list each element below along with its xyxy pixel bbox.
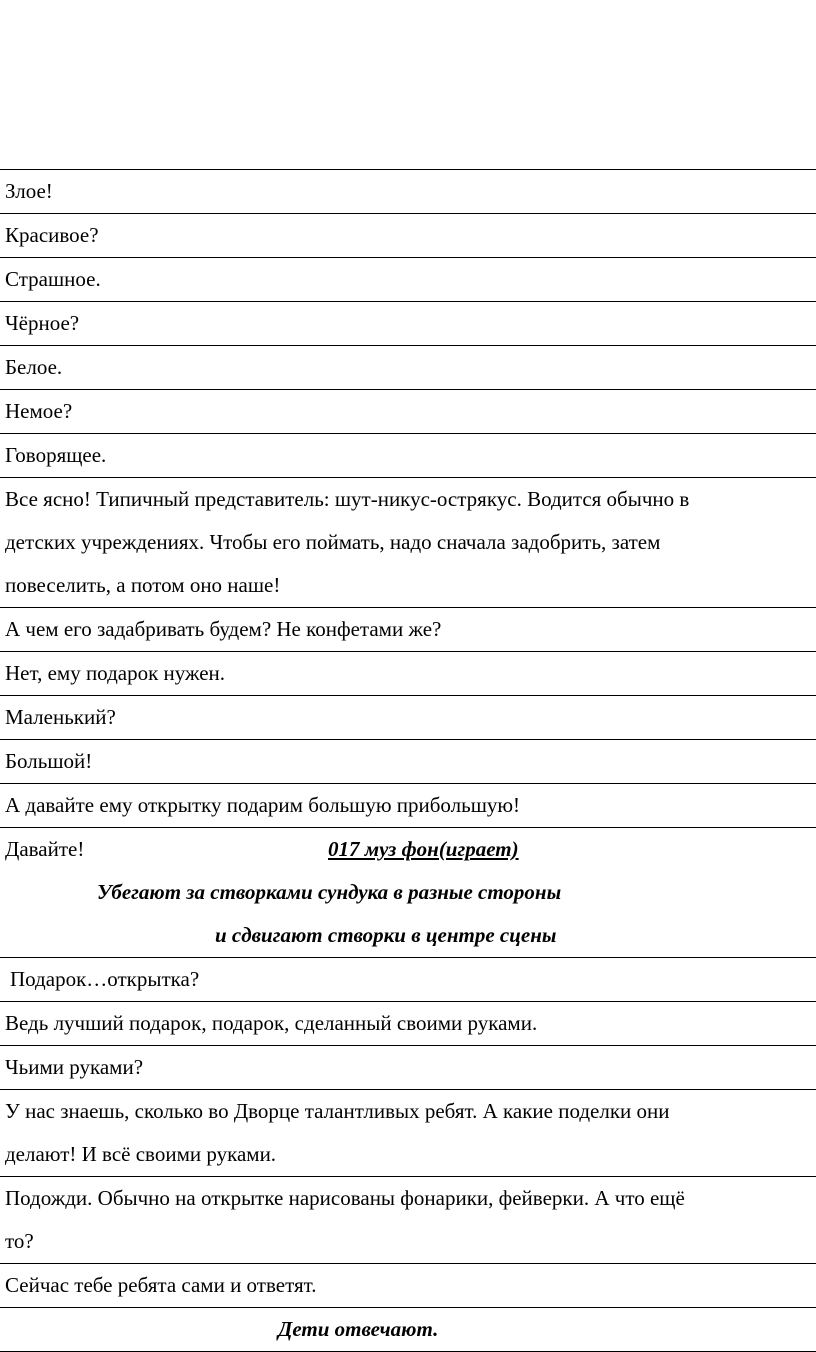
line-text: Красивое? — [5, 223, 99, 247]
line-text: Все ясно! Типичный представитель: шут-никус-острякус. Водится обычно в — [5, 487, 690, 511]
line-text: Давайте! — [5, 837, 85, 861]
line-text: Злое! — [5, 179, 53, 203]
line-text: делают! И всё своими руками. — [5, 1142, 277, 1166]
script-line — [0, 1264, 816, 1307]
line-text: повеселить, а потом оно наше! — [5, 573, 281, 597]
line-text: У нас знаешь, сколько во Дворце талантливых ребят. А какие поделки они — [5, 1099, 670, 1123]
script-line — [0, 828, 816, 871]
script-line — [0, 434, 816, 477]
stage-direction — [0, 914, 816, 957]
script-line — [0, 1090, 816, 1176]
music-cue: 017 муз фон(играет) — [328, 837, 519, 861]
script-line — [0, 696, 816, 739]
line-text: Подарок…открытка? — [10, 967, 200, 991]
script-line — [0, 170, 816, 213]
line-text: Большой! — [5, 749, 93, 773]
line-text: Говорящее. — [5, 443, 107, 467]
line-text: А чем его задабривать будем? Не конфетами же? — [5, 617, 442, 641]
script-line — [0, 346, 816, 389]
script-line — [0, 608, 816, 651]
line-text: Страшное. — [5, 267, 101, 291]
line-text: А давайте ему открытку подарим большую прибольшую! — [5, 793, 521, 817]
script-line — [0, 302, 816, 345]
line-text: Белое. — [5, 355, 63, 379]
script-line — [0, 1046, 816, 1089]
script-line — [0, 1002, 816, 1045]
line-text: детских учреждениях. Чтобы его поймать, надо сначала задобрить, затем — [5, 530, 661, 554]
script-line — [0, 740, 816, 783]
line-text: Нет, ему подарок нужен. — [5, 661, 226, 685]
script-line — [0, 214, 816, 257]
script-document — [0, 169, 816, 1352]
line-text: Сейчас тебе ребята сами и ответят. — [5, 1273, 317, 1297]
script-line — [0, 478, 816, 607]
line-text: Немое? — [5, 399, 73, 423]
line-text: Чёрное? — [5, 311, 80, 335]
script-line — [0, 652, 816, 695]
line-text: то? — [5, 1229, 34, 1253]
script-line — [0, 390, 816, 433]
line-text: Подожди. Обычно на открытке нарисованы фонарики, фейверки. А что ещё — [5, 1186, 685, 1210]
line-text: Маленький? — [5, 705, 116, 729]
stage-direction-text: Убегают за створками сундука в разные стороны — [97, 880, 562, 904]
stage-direction — [0, 1308, 816, 1351]
stage-direction — [0, 871, 816, 914]
line-text: Ведь лучший подарок, подарок, сделанный своими руками. — [5, 1011, 538, 1035]
stage-direction-text: Дети отвечают. — [278, 1317, 439, 1341]
line-text: Чьими руками? — [5, 1055, 144, 1079]
stage-direction-text: и сдвигают створки в центре сцены — [215, 923, 557, 947]
script-line — [0, 1177, 816, 1263]
script-line — [0, 958, 816, 1001]
script-line — [0, 258, 816, 301]
script-line — [0, 784, 816, 827]
